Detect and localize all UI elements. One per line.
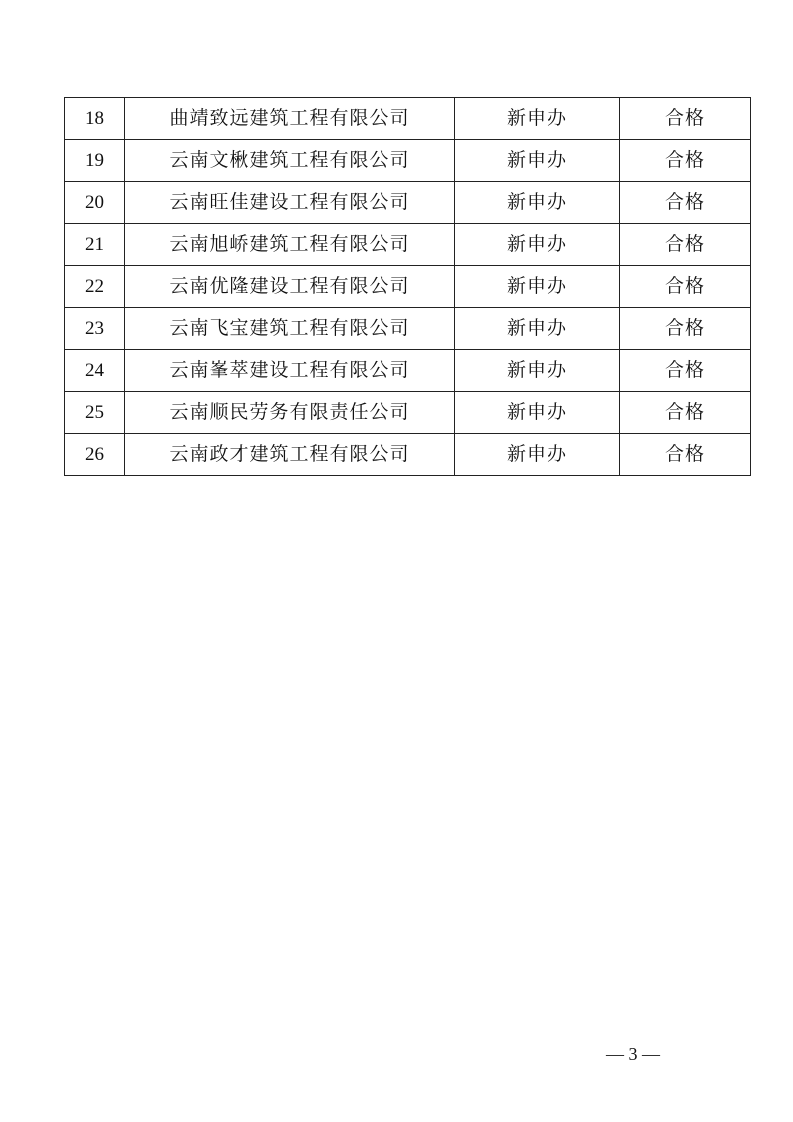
application-type: 新申办 <box>455 98 620 140</box>
application-type: 新申办 <box>455 182 620 224</box>
company-name: 云南峯萃建设工程有限公司 <box>125 350 455 392</box>
table-row <box>65 350 751 392</box>
company-table <box>64 97 751 476</box>
row-number: 21 <box>65 224 125 266</box>
company-name: 云南顺民劳务有限责任公司 <box>125 392 455 434</box>
page-number: — 3 — <box>606 1044 660 1064</box>
company-name: 云南旺佳建设工程有限公司 <box>125 182 455 224</box>
row-number: 24 <box>65 350 125 392</box>
application-type: 新申办 <box>455 350 620 392</box>
row-number: 23 <box>65 308 125 350</box>
review-result: 合格 <box>620 140 751 182</box>
row-number: 25 <box>65 392 125 434</box>
review-result: 合格 <box>620 182 751 224</box>
table-row <box>65 182 751 224</box>
application-type: 新申办 <box>455 434 620 476</box>
table-row <box>65 140 751 182</box>
review-result: 合格 <box>620 392 751 434</box>
review-result: 合格 <box>620 98 751 140</box>
row-number: 22 <box>65 266 125 308</box>
company-name: 云南优隆建设工程有限公司 <box>125 266 455 308</box>
application-type: 新申办 <box>455 308 620 350</box>
application-type: 新申办 <box>455 140 620 182</box>
application-type: 新申办 <box>455 266 620 308</box>
review-result: 合格 <box>620 434 751 476</box>
row-number: 18 <box>65 98 125 140</box>
row-number: 20 <box>65 182 125 224</box>
table-row <box>65 266 751 308</box>
table-row <box>65 392 751 434</box>
application-type: 新申办 <box>455 224 620 266</box>
company-name: 曲靖致远建筑工程有限公司 <box>125 98 455 140</box>
review-result: 合格 <box>620 350 751 392</box>
review-result: 合格 <box>620 308 751 350</box>
row-number: 26 <box>65 434 125 476</box>
review-result: 合格 <box>620 266 751 308</box>
company-name: 云南政才建筑工程有限公司 <box>125 434 455 476</box>
company-name: 云南飞宝建筑工程有限公司 <box>125 308 455 350</box>
application-type: 新申办 <box>455 392 620 434</box>
table-row <box>65 434 751 476</box>
table-row <box>65 224 751 266</box>
row-number: 19 <box>65 140 125 182</box>
review-result: 合格 <box>620 224 751 266</box>
table-row <box>65 98 751 140</box>
company-name: 云南文楸建筑工程有限公司 <box>125 140 455 182</box>
table-row <box>65 308 751 350</box>
company-name: 云南旭峤建筑工程有限公司 <box>125 224 455 266</box>
